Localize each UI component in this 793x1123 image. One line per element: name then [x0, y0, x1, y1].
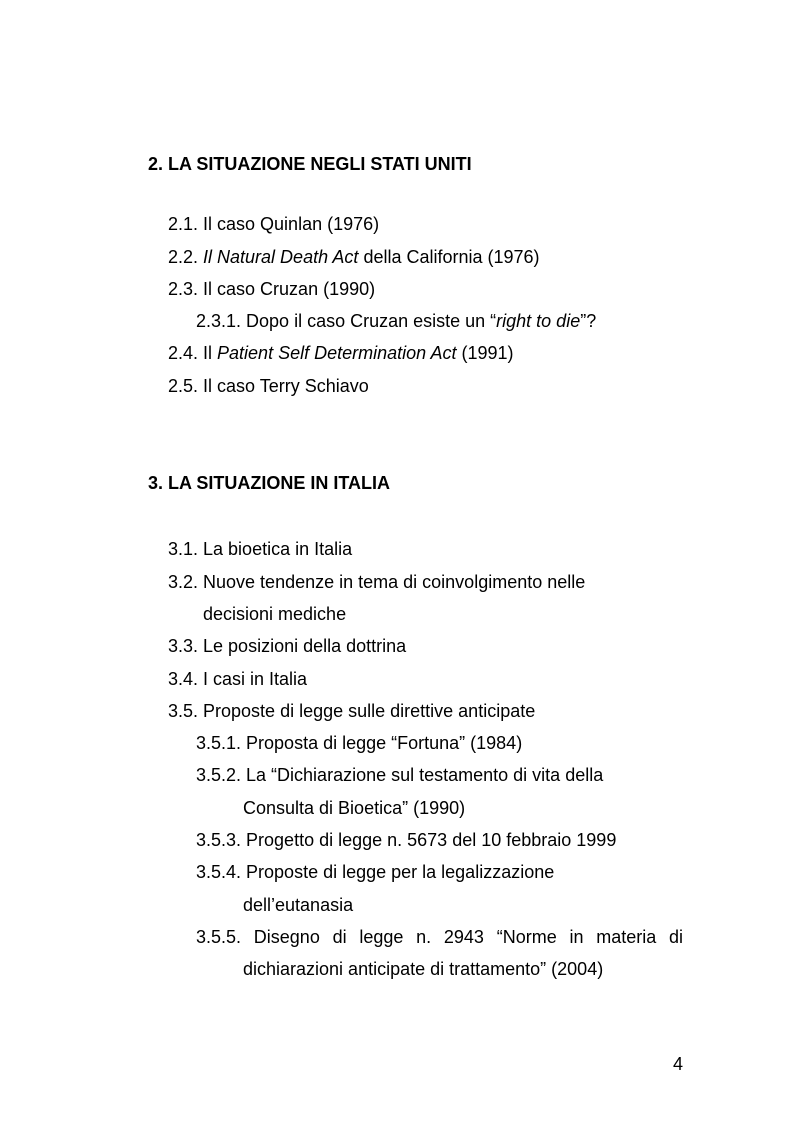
text-run: 3.4. I casi in Italia	[168, 668, 308, 689]
toc-line	[148, 305, 683, 337]
text-run: 2.2.	[168, 246, 204, 267]
toc-item	[148, 727, 683, 759]
text-run: dichiarazioni anticipate di trattamento” (2004)	[243, 959, 604, 980]
table-of-contents	[148, 148, 683, 986]
toc-line	[148, 566, 683, 598]
toc-line	[148, 208, 683, 240]
text-run: dell’eutanasia	[243, 894, 354, 915]
toc-line	[148, 370, 683, 402]
toc-line	[148, 630, 683, 662]
toc-line	[148, 889, 683, 921]
toc-item	[148, 208, 683, 240]
toc-item	[148, 921, 683, 986]
toc-item	[148, 663, 683, 695]
toc-item	[148, 370, 683, 402]
text-run: 2.1. Il caso Quinlan (1976)	[168, 214, 380, 235]
toc-section	[148, 467, 683, 985]
text-run: 3.5. Proposte di legge sulle direttive anticipate	[168, 700, 536, 721]
toc-line	[148, 598, 683, 630]
toc-section	[148, 148, 683, 402]
text-run: 3.5.5. Disegno di legge n. 2943 “Norme in materia di	[196, 926, 683, 947]
toc-item	[148, 695, 683, 727]
toc-line	[148, 856, 683, 888]
text-run: della California (1976)	[358, 246, 540, 267]
toc-item	[148, 824, 683, 856]
text-run: 3.2. Nuove tendenze in tema di coinvolgimento nelle	[168, 571, 586, 592]
text-run: ”?	[580, 311, 597, 332]
toc-line	[148, 921, 683, 953]
text-run: 3.5.3. Progetto di legge n. 5673 del 10 febbraio 1999	[196, 830, 617, 851]
text-run: 2.3. Il caso Cruzan (1990)	[168, 278, 376, 299]
italic-text-run: Patient Self Determination Act	[217, 343, 457, 364]
italic-text-run: Il Natural Death Act	[203, 246, 359, 267]
toc-line	[148, 337, 683, 369]
section-heading: 3. LA SITUAZIONE IN ITALIA	[148, 473, 390, 494]
text-run: decisioni mediche	[203, 603, 347, 624]
toc-item	[148, 566, 683, 631]
toc-line	[148, 273, 683, 305]
toc-item	[148, 533, 683, 565]
toc-line	[148, 241, 683, 273]
text-run: 3.3. Le posizioni della dottrina	[168, 636, 407, 657]
text-run: (1991)	[456, 343, 514, 364]
toc-line	[148, 727, 683, 759]
page-number: 4	[672, 1054, 683, 1074]
text-run: 3.5.4. Proposte di legge per la legalizzazione	[196, 862, 555, 883]
toc-item	[148, 273, 683, 305]
italic-text-run: right to die	[496, 311, 581, 332]
toc-line	[148, 953, 683, 985]
toc-item	[148, 630, 683, 662]
toc-line	[148, 792, 683, 824]
toc-line	[148, 759, 683, 791]
toc-line	[148, 824, 683, 856]
text-run: Consulta di Bioetica” (1990)	[243, 797, 466, 818]
text-run: 3.5.2. La “Dichiarazione sul testamento di vita della	[196, 765, 604, 786]
text-run: 2.5. Il caso Terry Schiavo	[168, 375, 369, 396]
toc-item	[148, 759, 683, 824]
text-run: 2.3.1. Dopo il caso Cruzan esiste un “	[196, 311, 497, 332]
section-heading: 2. LA SITUAZIONE NEGLI STATI UNITI	[148, 154, 472, 174]
toc-item	[148, 337, 683, 369]
text-run: 2.4. Il	[168, 343, 218, 364]
toc-line	[148, 663, 683, 695]
text-run: 3.1. La bioetica in Italia	[168, 539, 353, 560]
toc-item	[148, 241, 683, 273]
toc-line	[148, 533, 683, 565]
toc-item	[148, 856, 683, 921]
text-run: 3.5.1. Proposta di legge “Fortuna” (1984)	[196, 733, 523, 754]
toc-line	[148, 695, 683, 727]
toc-item	[148, 305, 683, 337]
